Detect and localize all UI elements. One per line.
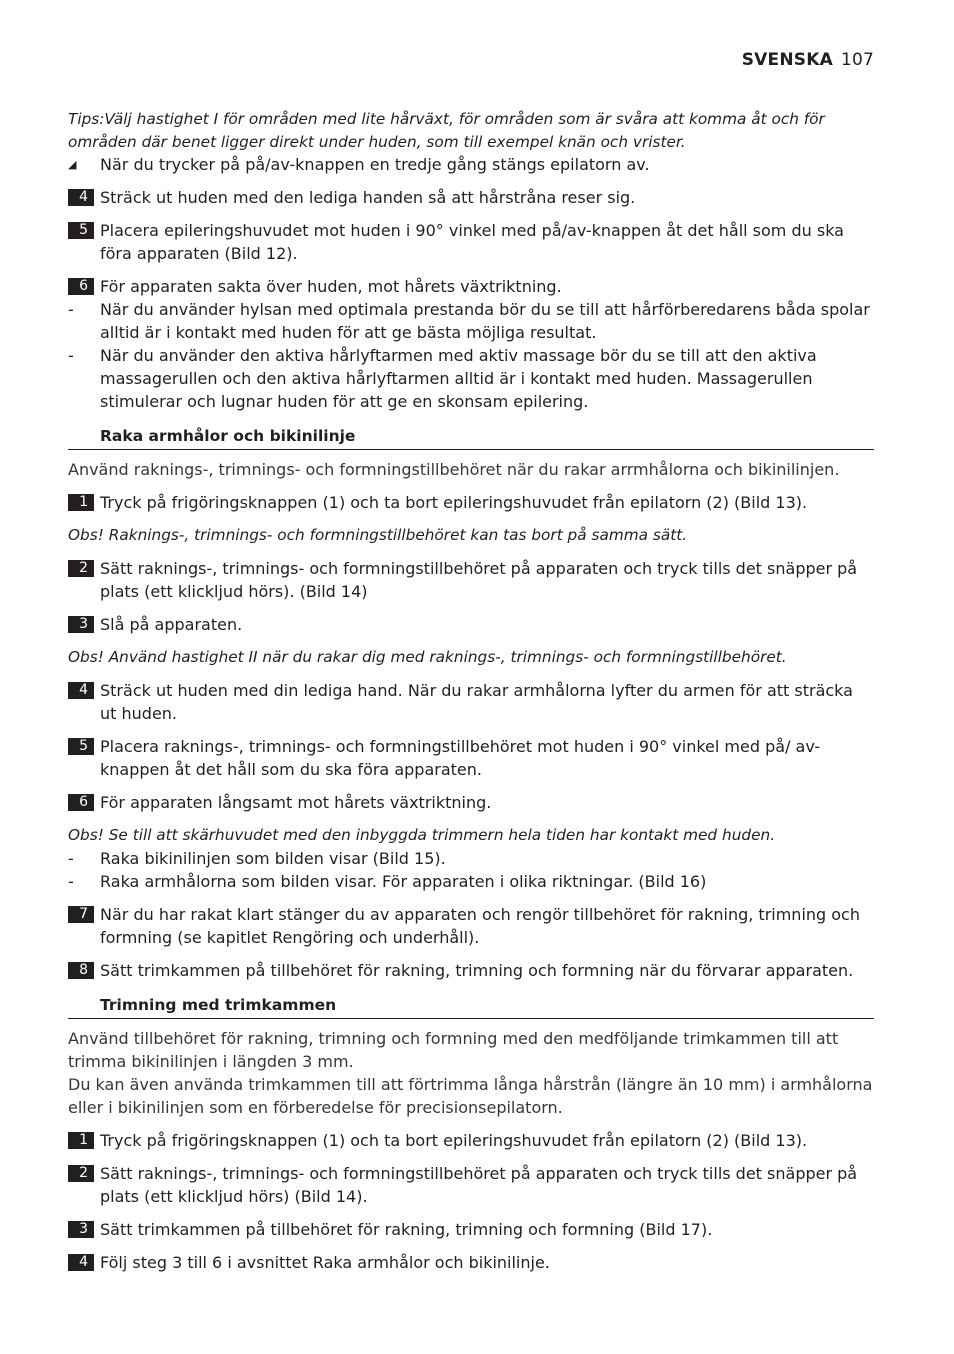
step-text: Sätt raknings-, trimnings- och formningstillbehöret på apparaten och tryck tills det snäpper på plats (ett klickljud hörs). (Bild 14) <box>100 559 858 601</box>
step-number: 6 <box>68 278 94 295</box>
step-text: Sträck ut huden med din lediga hand. När du rakar armhålorna lyfter du armen för att sträcka ut huden. <box>100 681 853 723</box>
step-item <box>68 557 874 603</box>
step-item <box>68 613 874 636</box>
step-item <box>68 186 874 209</box>
step-text: Tryck på frigöringsknappen (1) och ta bort epileringshuvudet från epilatorn (2) (Bild 13). <box>100 493 808 512</box>
step-number: 8 <box>68 962 94 979</box>
step-item <box>68 491 874 514</box>
step-text: Sträck ut huden med den lediga handen så att hårstråna reser sig. <box>100 188 636 207</box>
step-item <box>68 791 874 814</box>
section-intro: Använd tillbehöret för rakning, trimning och formning med den medföljande trimkammen till att trimma bikinilinjen i längden 3 mm. <box>68 1029 839 1071</box>
step-number: 4 <box>68 1254 94 1271</box>
bullet-item: ◢ När du trycker på på/av-knappen en tredje gång stängs epilatorn av. <box>68 155 650 174</box>
step-item <box>68 735 874 781</box>
section-heading: Trimning med trimkammen <box>68 994 874 1019</box>
section-intro: Använd raknings-, trimnings- och formningstillbehöret när du rakar arrmhålorna och bikinilinjen. <box>68 460 840 479</box>
step-number: 1 <box>68 1132 94 1149</box>
step-item <box>68 959 874 982</box>
step-item <box>68 1129 874 1152</box>
step-text: Sätt trimkammen på tillbehöret för rakning, trimning och formning (Bild 17). <box>100 1220 713 1239</box>
page-content <box>68 108 874 1274</box>
section-intro: Du kan även använda trimkammen till att förtrimma långa hårstrån (längre än 10 mm) i armhålorna eller i bikinilinjen som en förberedelse för precisionsepilatorn. <box>68 1075 873 1117</box>
arrow-bullet-icon: ◢ <box>68 158 77 171</box>
dash-item: - När du använder den aktiva hårlyftarmen med aktiv massage bör du se till att den aktiva massagerullen och den aktiva hårlyftarmen alltid är i kontakt med huden. Massagerullen stimulerar och lugnar huden för att ge en skonsam epilering. <box>68 346 817 411</box>
step-text: Placera raknings-, trimnings- och formningstillbehöret mot huden i 90° vinkel med på/ av-knappen åt det håll som du ska föra apparaten. <box>100 737 821 779</box>
step-item <box>68 219 874 265</box>
step-item <box>68 679 874 725</box>
step-text: Sätt trimkammen på tillbehöret för rakning, trimning och formning när du förvarar apparaten. <box>100 961 854 980</box>
step-text: Placera epileringshuvudet mot huden i 90° vinkel med på/av-knappen åt det håll som du ska föra apparaten (Bild 12). <box>100 221 844 263</box>
step-item <box>68 1218 874 1241</box>
note-text: Obs! Se till att skärhuvudet med den inbyggda trimmern hela tiden har kontakt med huden. <box>68 826 776 844</box>
step-text: Sätt raknings-, trimnings- och formningstillbehöret på apparaten och tryck tills det snäpper på plats (ett klickljud hörs) (Bild 14). <box>100 1164 858 1206</box>
step-number: 7 <box>68 906 94 923</box>
step-number: 4 <box>68 682 94 699</box>
step-text: När du har rakat klart stänger du av apparaten och rengör tillbehöret för rakning, trimning och formning (se kapitlet Rengöring och underhåll). <box>100 905 860 947</box>
section-heading: Raka armhålor och bikinilinje <box>68 425 874 450</box>
step-number: 6 <box>68 794 94 811</box>
step-item <box>68 1251 874 1274</box>
dash-item: - Raka bikinilinjen som bilden visar (Bild 15). <box>68 849 446 868</box>
step-text: Slå på apparaten. <box>100 615 243 634</box>
step-item <box>68 903 874 949</box>
dash-item: - Raka armhålorna som bilden visar. För apparaten i olika riktningar. (Bild 16) <box>68 872 707 891</box>
step-text: Följ steg 3 till 6 i avsnittet Raka armhålor och bikinilinje. <box>100 1253 550 1272</box>
step-text: Tryck på frigöringsknappen (1) och ta bort epileringshuvudet från epilatorn (2) (Bild 13). <box>100 1131 808 1150</box>
language-label: SVENSKA <box>741 50 833 70</box>
tip-text: Tips:Välj hastighet I för områden med lite hårväxt, för områden som är svåra att komma åt och för områden där benet ligger direkt under huden, som till exempel knän och vrister. <box>68 110 825 151</box>
step-text: För apparaten sakta över huden, mot hårets växtriktning. <box>100 277 562 296</box>
step-number: 2 <box>68 560 94 577</box>
step-text: För apparaten långsamt mot hårets växtriktning. <box>100 793 492 812</box>
step-number: 5 <box>68 738 94 755</box>
step-number: 3 <box>68 1221 94 1238</box>
step-item <box>68 1162 874 1208</box>
step-number: 2 <box>68 1165 94 1182</box>
note-text: Obs! Raknings-, trimnings- och formningstillbehöret kan tas bort på samma sätt. <box>68 526 688 544</box>
step-number: 1 <box>68 494 94 511</box>
step-number: 4 <box>68 189 94 206</box>
page-number: 107 <box>840 50 874 70</box>
step-number: 5 <box>68 222 94 239</box>
step-number: 3 <box>68 616 94 633</box>
step-item <box>68 275 874 298</box>
page-header <box>742 50 874 70</box>
dash-item: - När du använder hylsan med optimala prestanda bör du se till att hårförberedarens båda spolar alltid är i kontakt med huden för att ge bästa möjliga resultat. <box>68 300 870 342</box>
note-text: Obs! Använd hastighet II när du rakar dig med raknings-, trimnings- och formningstillbehöret. <box>68 648 787 666</box>
